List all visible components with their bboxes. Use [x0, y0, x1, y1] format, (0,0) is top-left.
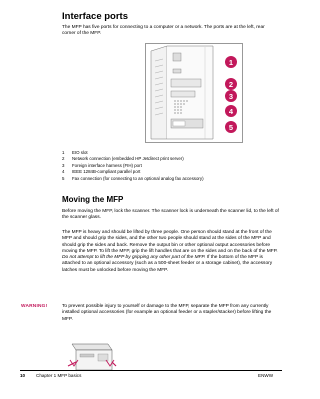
chapter-title: Chapter 1 MFP basics [36, 373, 82, 378]
moving-paragraph-1: Before moving the MFP, lock the scanner. The scanner lock is underneath the scanner lid, to the left of the scanner glass. [62, 209, 279, 221]
callout-3: 3 [225, 90, 237, 102]
callout-1: 1 [225, 56, 237, 68]
legend-item: 4 IEEE 1284B-compliant parallel port [62, 169, 141, 175]
callout-4: 4 [225, 105, 237, 117]
ports-legend-list [62, 150, 282, 182]
page-number: 10 [20, 373, 26, 378]
legend-item: 5 Fax connection (for connecting to an optional analog fax accessory) [62, 175, 204, 181]
lifting-illustration [62, 340, 118, 390]
callout-2: 2 [225, 78, 237, 90]
warning-text: To prevent possible injury to yourself or damage to the MFP, separate the MFP from any currently installed optional accessories (for example an optional feeder or a stapler/stacker) before lifting the MFP. [62, 304, 272, 322]
legend-item: 2 Network connection (embedded HP Jetdirect print server) [62, 156, 184, 162]
legend-item: 3 Foreign interface harness (FIH) port [62, 162, 142, 168]
moving-paragraph-2: The MFP is heavy and should be lifted by three people. One person should stand at the front of the MFP and should grip the sides, and the other two people should stand at the sides of the MFP and should grip the sides and back. Remove the output bin or other optional output accessories before moving the MFP. To lift the MFP, grip the lift handles that are on the sides and on the back of the MFP. Do not attempt to lift the MFP by gripping any other part of the MFP. If the bottom of the MFP is attached to an optional accessory (such as a 500-sheet feeder or a storage cabinet), the accessory latches must be unlocked before moving the MFP. [62, 230, 278, 273]
legend-item: 1 EIO slot [62, 150, 88, 155]
ports-figure [145, 43, 243, 143]
section-heading-interface-ports: Interface ports [62, 11, 128, 22]
section-heading-moving: Moving the MFP [62, 195, 124, 204]
interface-ports-intro: The MFP has five ports for connecting to a computer or a network. The ports are at the left, rear corner of the MFP. [62, 25, 265, 37]
warning-label: WARNING! [21, 304, 48, 309]
footer-rule [20, 370, 282, 371]
mfp-lift-illustration [62, 340, 118, 390]
emphasis-text: Do not attempt to lift the MFP by gripping any other part of the MFP. [62, 255, 206, 261]
footer-code: ENWW [258, 373, 274, 378]
callout-5: 5 [225, 121, 237, 133]
